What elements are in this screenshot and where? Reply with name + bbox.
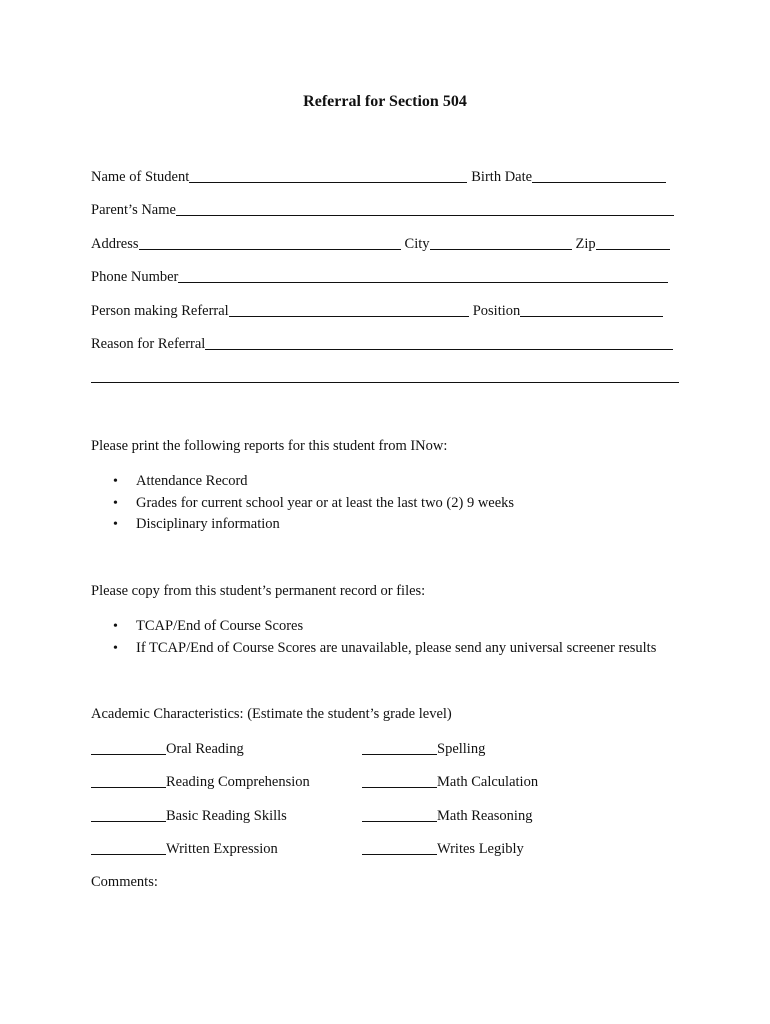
phone-number-field[interactable] (178, 268, 668, 283)
list-item: • Grades for current school year or at least the last two (2) 9 weeks (91, 493, 514, 515)
student-name-row (91, 166, 666, 186)
math-reasoning-label: Math Reasoning (437, 808, 533, 824)
list-item: • If TCAP/End of Course Scores are unavailable, please send any universal screener results (91, 638, 656, 660)
name-of-student-label: Name of Student (91, 169, 190, 185)
oral-reading-label: Oral Reading (166, 741, 244, 757)
phone-number-label: Phone Number (91, 269, 179, 285)
zip-field[interactable] (596, 235, 670, 250)
written-expression-item (91, 838, 278, 858)
list-item: • TCAP/End of Course Scores (91, 616, 656, 638)
written-expression-label: Written Expression (166, 841, 278, 857)
form-title: Referral for Section 504 (303, 93, 467, 110)
spelling-label: Spelling (437, 741, 486, 757)
reading-comprehension-item (91, 771, 310, 791)
oral-reading-grade-field[interactable] (91, 740, 166, 755)
address-field[interactable] (139, 235, 401, 250)
zip-label: Zip (575, 236, 596, 252)
basic-reading-skills-item (91, 805, 287, 825)
person-making-referral-label: Person making Referral (91, 303, 229, 319)
comments-label: Comments: (91, 874, 158, 890)
city-label: City (404, 236, 430, 252)
writes-legibly-grade-field[interactable] (362, 840, 437, 855)
basic-reading-skills-label: Basic Reading Skills (166, 808, 287, 824)
position-label: Position (472, 303, 521, 319)
spelling-item (362, 738, 485, 758)
basic-reading-skills-grade-field[interactable] (91, 807, 166, 822)
records-list (91, 616, 656, 659)
math-reasoning-grade-field[interactable] (362, 807, 437, 822)
reason-for-referral-field[interactable] (205, 335, 673, 350)
position-field[interactable] (520, 302, 663, 317)
referrer-row (91, 300, 663, 320)
math-calculation-grade-field[interactable] (362, 773, 437, 788)
city-field[interactable] (430, 235, 572, 250)
name-of-student-field[interactable] (189, 168, 467, 183)
birth-date-label: Birth Date (471, 169, 533, 185)
parents-name-field[interactable] (176, 201, 674, 216)
address-label: Address (91, 236, 139, 252)
reading-comprehension-grade-field[interactable] (91, 773, 166, 788)
spelling-grade-field[interactable] (362, 740, 437, 755)
reason-for-referral-label: Reason for Referral (91, 336, 206, 352)
person-making-referral-field[interactable] (229, 302, 469, 317)
math-calculation-label: Math Calculation (437, 774, 539, 790)
reading-comprehension-label: Reading Comprehension (166, 774, 310, 790)
reports-heading: Please print the following reports for this student from INow: (91, 438, 448, 454)
parents-name-label: Parent’s Name (91, 202, 176, 218)
address-row (91, 233, 670, 253)
reports-list (91, 471, 514, 536)
writes-legibly-item (362, 838, 524, 858)
list-item: • Attendance Record (91, 471, 514, 493)
oral-reading-item (91, 738, 244, 758)
reason-row (91, 333, 673, 353)
written-expression-grade-field[interactable] (91, 840, 166, 855)
academic-heading: Academic Characteristics: (Estimate the student’s grade level) (91, 706, 452, 722)
birth-date-field[interactable] (532, 168, 666, 183)
writes-legibly-label: Writes Legibly (437, 841, 524, 857)
math-calculation-item (362, 771, 538, 791)
records-heading: Please copy from this student’s permanent record or files: (91, 583, 426, 599)
phone-number-row (91, 266, 668, 286)
parents-name-row (91, 199, 674, 219)
math-reasoning-item (362, 805, 532, 825)
reason-continuation-line[interactable] (91, 382, 679, 383)
list-item: • Disciplinary information (91, 514, 514, 536)
